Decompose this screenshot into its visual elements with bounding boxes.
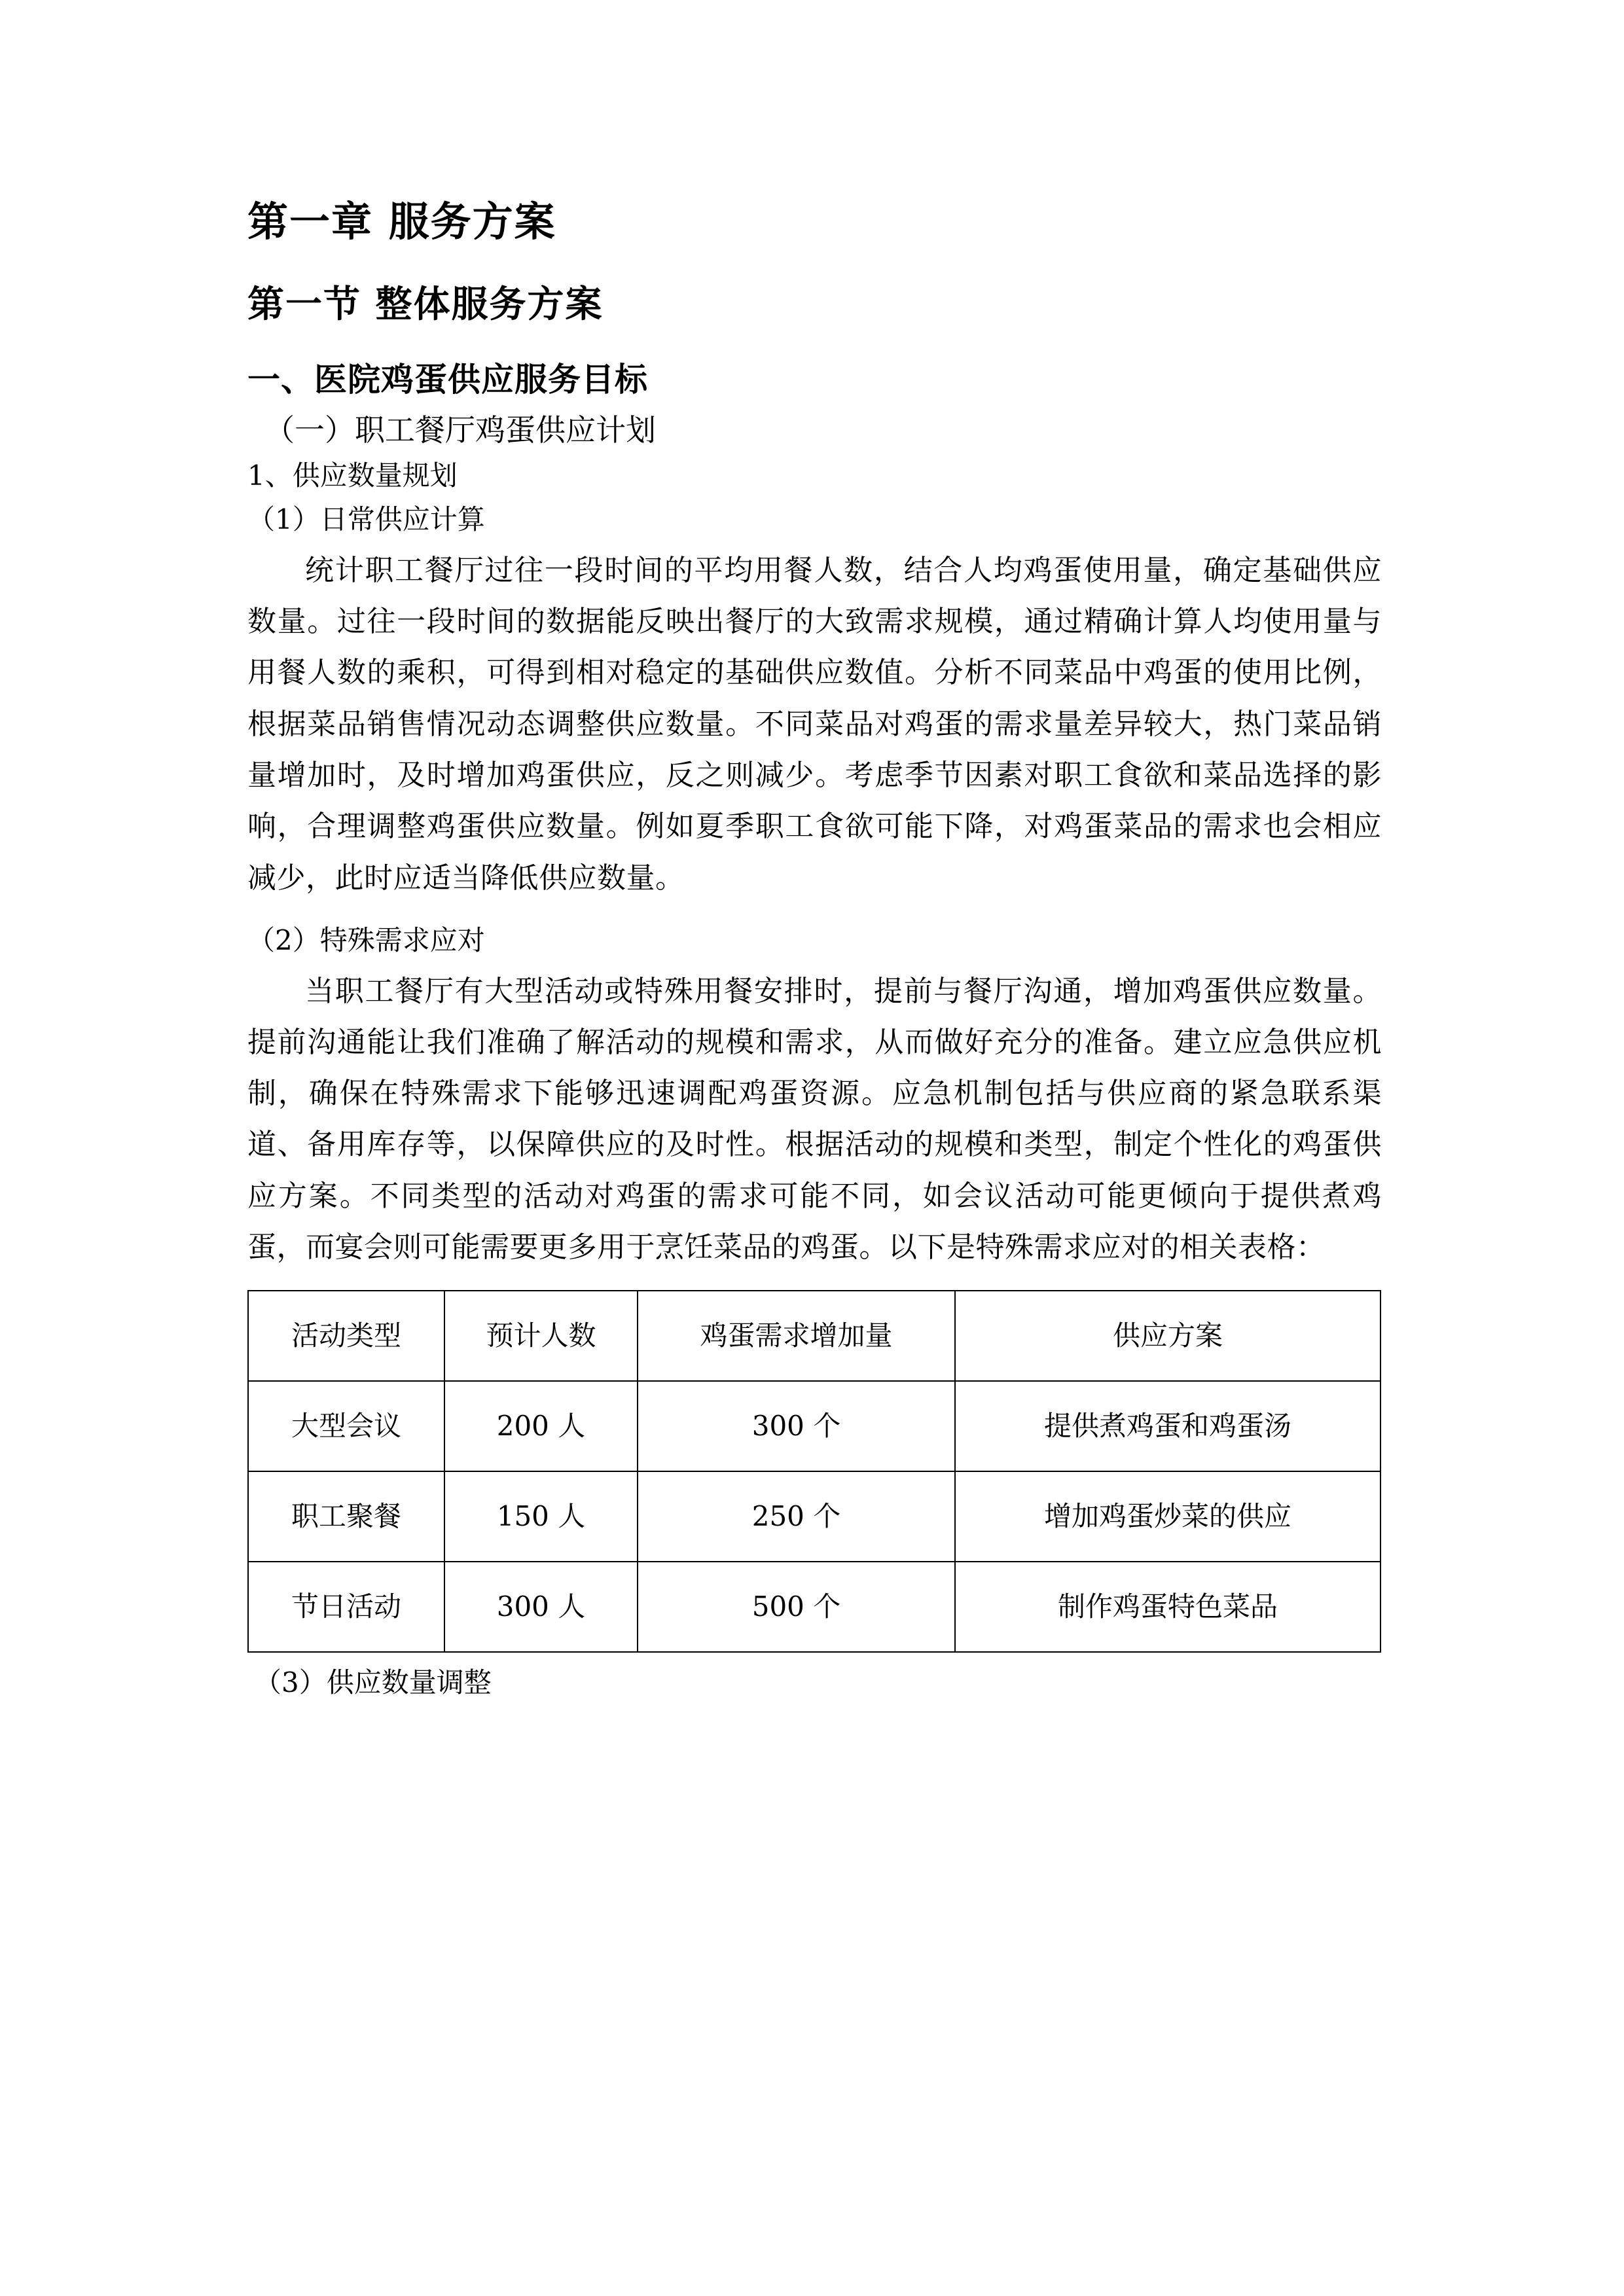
table-row — [248, 1562, 1380, 1652]
paragraph-spacer — [247, 908, 1382, 922]
table-header-activity-type: 活动类型 — [248, 1291, 444, 1381]
cell-expected-people: 150 人 — [444, 1471, 638, 1562]
paragraph-special-demand-response: 当职工餐厅有大型活动或特殊用餐安排时，提前与餐厅沟通，增加鸡蛋供应数量。提前沟通能让我们准确了解活动的规模和需求，从而做好充分的准备。建立应急供应机制，确保在特殊需求下能够迅速调配鸡蛋资源。应急机制包括与供应商的紧急联系渠道、备用库存等，以保障供应的及时性。根据活动的规模和类型，制定个性化的鸡蛋供应方案。不同类型的活动对鸡蛋的需求可能不同，如会议活动可能更倾向于提供煮鸡蛋，而宴会则可能需要更多用于烹饪菜品的鸡蛋。以下是特殊需求应对的相关表格： — [247, 974, 1382, 1265]
cell-egg-increase: 300 个 — [638, 1381, 955, 1471]
table-row — [248, 1381, 1380, 1471]
cell-activity-type: 节日活动 — [248, 1562, 444, 1652]
chapter-heading: 第一章 服务方案 — [247, 198, 556, 245]
table-header-egg-increase: 鸡蛋需求增加量 — [638, 1291, 955, 1381]
level-one-heading: （一）职工餐厅鸡蛋供应计划 — [264, 412, 656, 448]
paragraph-daily-supply-calculation: 统计职工餐厅过往一段时间的平均用餐人数，结合人均鸡蛋使用量，确定基础供应数量。过往一段时间的数据能反映出餐厅的大致需求规模，通过精确计算人均使用量与用餐人数的乘积，可得到相对稳定的基础供应数值。分析不同菜品中鸡蛋的使用比例，根据菜品销售情况动态调整供应数量。不同菜品对鸡蛋的需求量差异较大，热门菜品销量增加时，及时增加鸡蛋供应，反之则减少。考虑季节因素对职工食欲和菜品选择的影响，合理调整鸡蛋供应数量。例如夏季职工食欲可能下降，对鸡蛋菜品的需求也会相应减少，此时应适当降低供应数量。 — [247, 553, 1382, 895]
cell-supply-plan: 制作鸡蛋特色菜品 — [955, 1562, 1380, 1652]
cell-supply-plan: 增加鸡蛋炒菜的供应 — [955, 1471, 1380, 1562]
cell-expected-people: 300 人 — [444, 1562, 638, 1652]
cell-egg-increase: 250 个 — [638, 1471, 955, 1562]
cell-supply-plan: 提供煮鸡蛋和鸡蛋汤 — [955, 1381, 1380, 1471]
subsection-heading: 一、医院鸡蛋供应服务目标 — [247, 360, 648, 399]
cell-egg-increase: 500 个 — [638, 1562, 955, 1652]
paragraph-label-supply-quantity-adjustment: （3）供应数量调整 — [254, 1666, 492, 1699]
table-header-expected-people: 预计人数 — [444, 1291, 638, 1381]
cell-activity-type: 大型会议 — [248, 1381, 444, 1471]
special-demand-response-table — [247, 1290, 1381, 1653]
item-heading-supply-quantity-planning: 1、供应数量规划 — [247, 459, 458, 492]
table-header-supply-plan: 供应方案 — [955, 1291, 1380, 1381]
cell-expected-people: 200 人 — [444, 1381, 638, 1471]
table-header-row — [248, 1291, 1380, 1381]
table-row — [248, 1471, 1380, 1562]
cell-activity-type: 职工聚餐 — [248, 1471, 444, 1562]
paragraph-label-daily-supply-calculation: （1）日常供应计算 — [247, 503, 485, 535]
paragraph-label-special-demand-response: （2）特殊需求应对 — [247, 924, 485, 956]
section-heading: 第一节 整体服务方案 — [247, 282, 604, 326]
